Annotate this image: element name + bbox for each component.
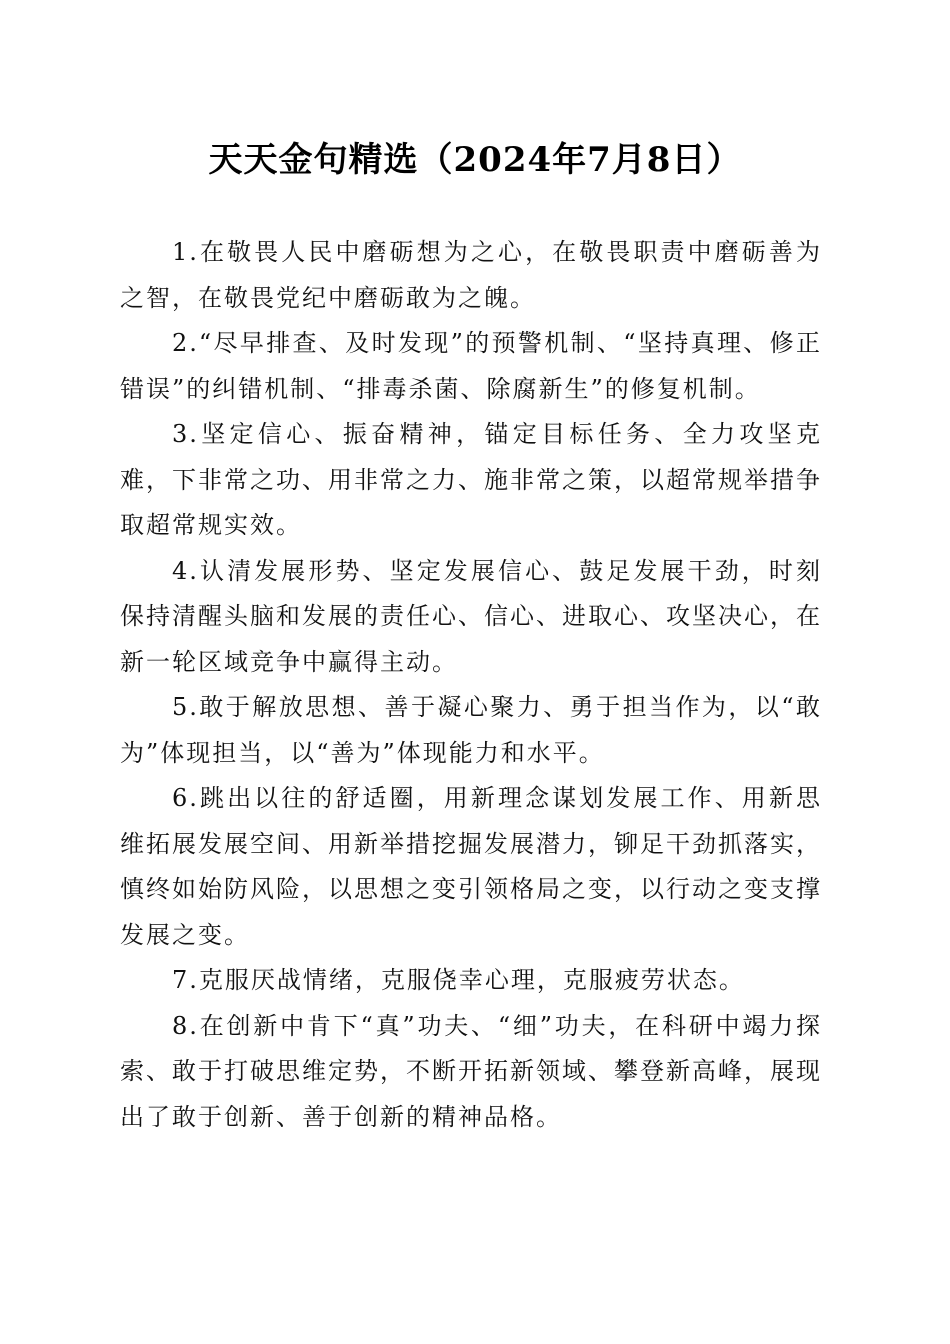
paragraph-4: 4.认清发展形势、坚定发展信心、鼓足发展干劲，时刻保持清醒头脑和发展的责任心、信心、进取心、攻坚决心，在新一轮区域竞争中赢得主动。 — [120, 556, 822, 676]
paragraph-2: 2.“尽早排查、及时发现”的预警机制、“坚持真理、修正错误”的纠错机制、“排毒杀菌、除腐新生”的修复机制。 — [120, 329, 822, 403]
paragraph-6: 6.跳出以往的舒适圈，用新理念谋划发展工作、用新思维拓展发展空间、用新举措挖掘发展潜力，铆足干劲抓落实，慎终如始防风险，以思想之变引领格局之变，以行动之变支撑发展之变。 — [120, 784, 822, 949]
paragraph-7: 7.克服厌战情绪，克服侥幸心理，克服疲劳状态。 — [172, 966, 745, 994]
paragraph-3: 3.坚定信心、振奋精神，锚定目标任务、全力攻坚克难，下非常之功、用非常之力、施非常之策，以超常规举措争取超常规实效。 — [120, 420, 822, 539]
document-body — [120, 230, 822, 1140]
paragraph-8: 8.在创新中肯下“真”功夫、“细”功夫，在科研中竭力探索、敢于打破思维定势，不断开拓新领域、攀登新高峰，展现出了敢于创新、善于创新的精神品格。 — [120, 1011, 822, 1131]
document-title: 天天金句精选（2024年7月8日） — [208, 140, 742, 180]
paragraph-5: 5.敢于解放思想、善于凝心聚力、勇于担当作为，以“敢为”体现担当，以“善为”体现能力和水平。 — [120, 693, 822, 767]
paragraph-1: 1.在敬畏人民中磨砺想为之心，在敬畏职责中磨砺善为之智，在敬畏党纪中磨砺敢为之魄。 — [120, 238, 822, 312]
